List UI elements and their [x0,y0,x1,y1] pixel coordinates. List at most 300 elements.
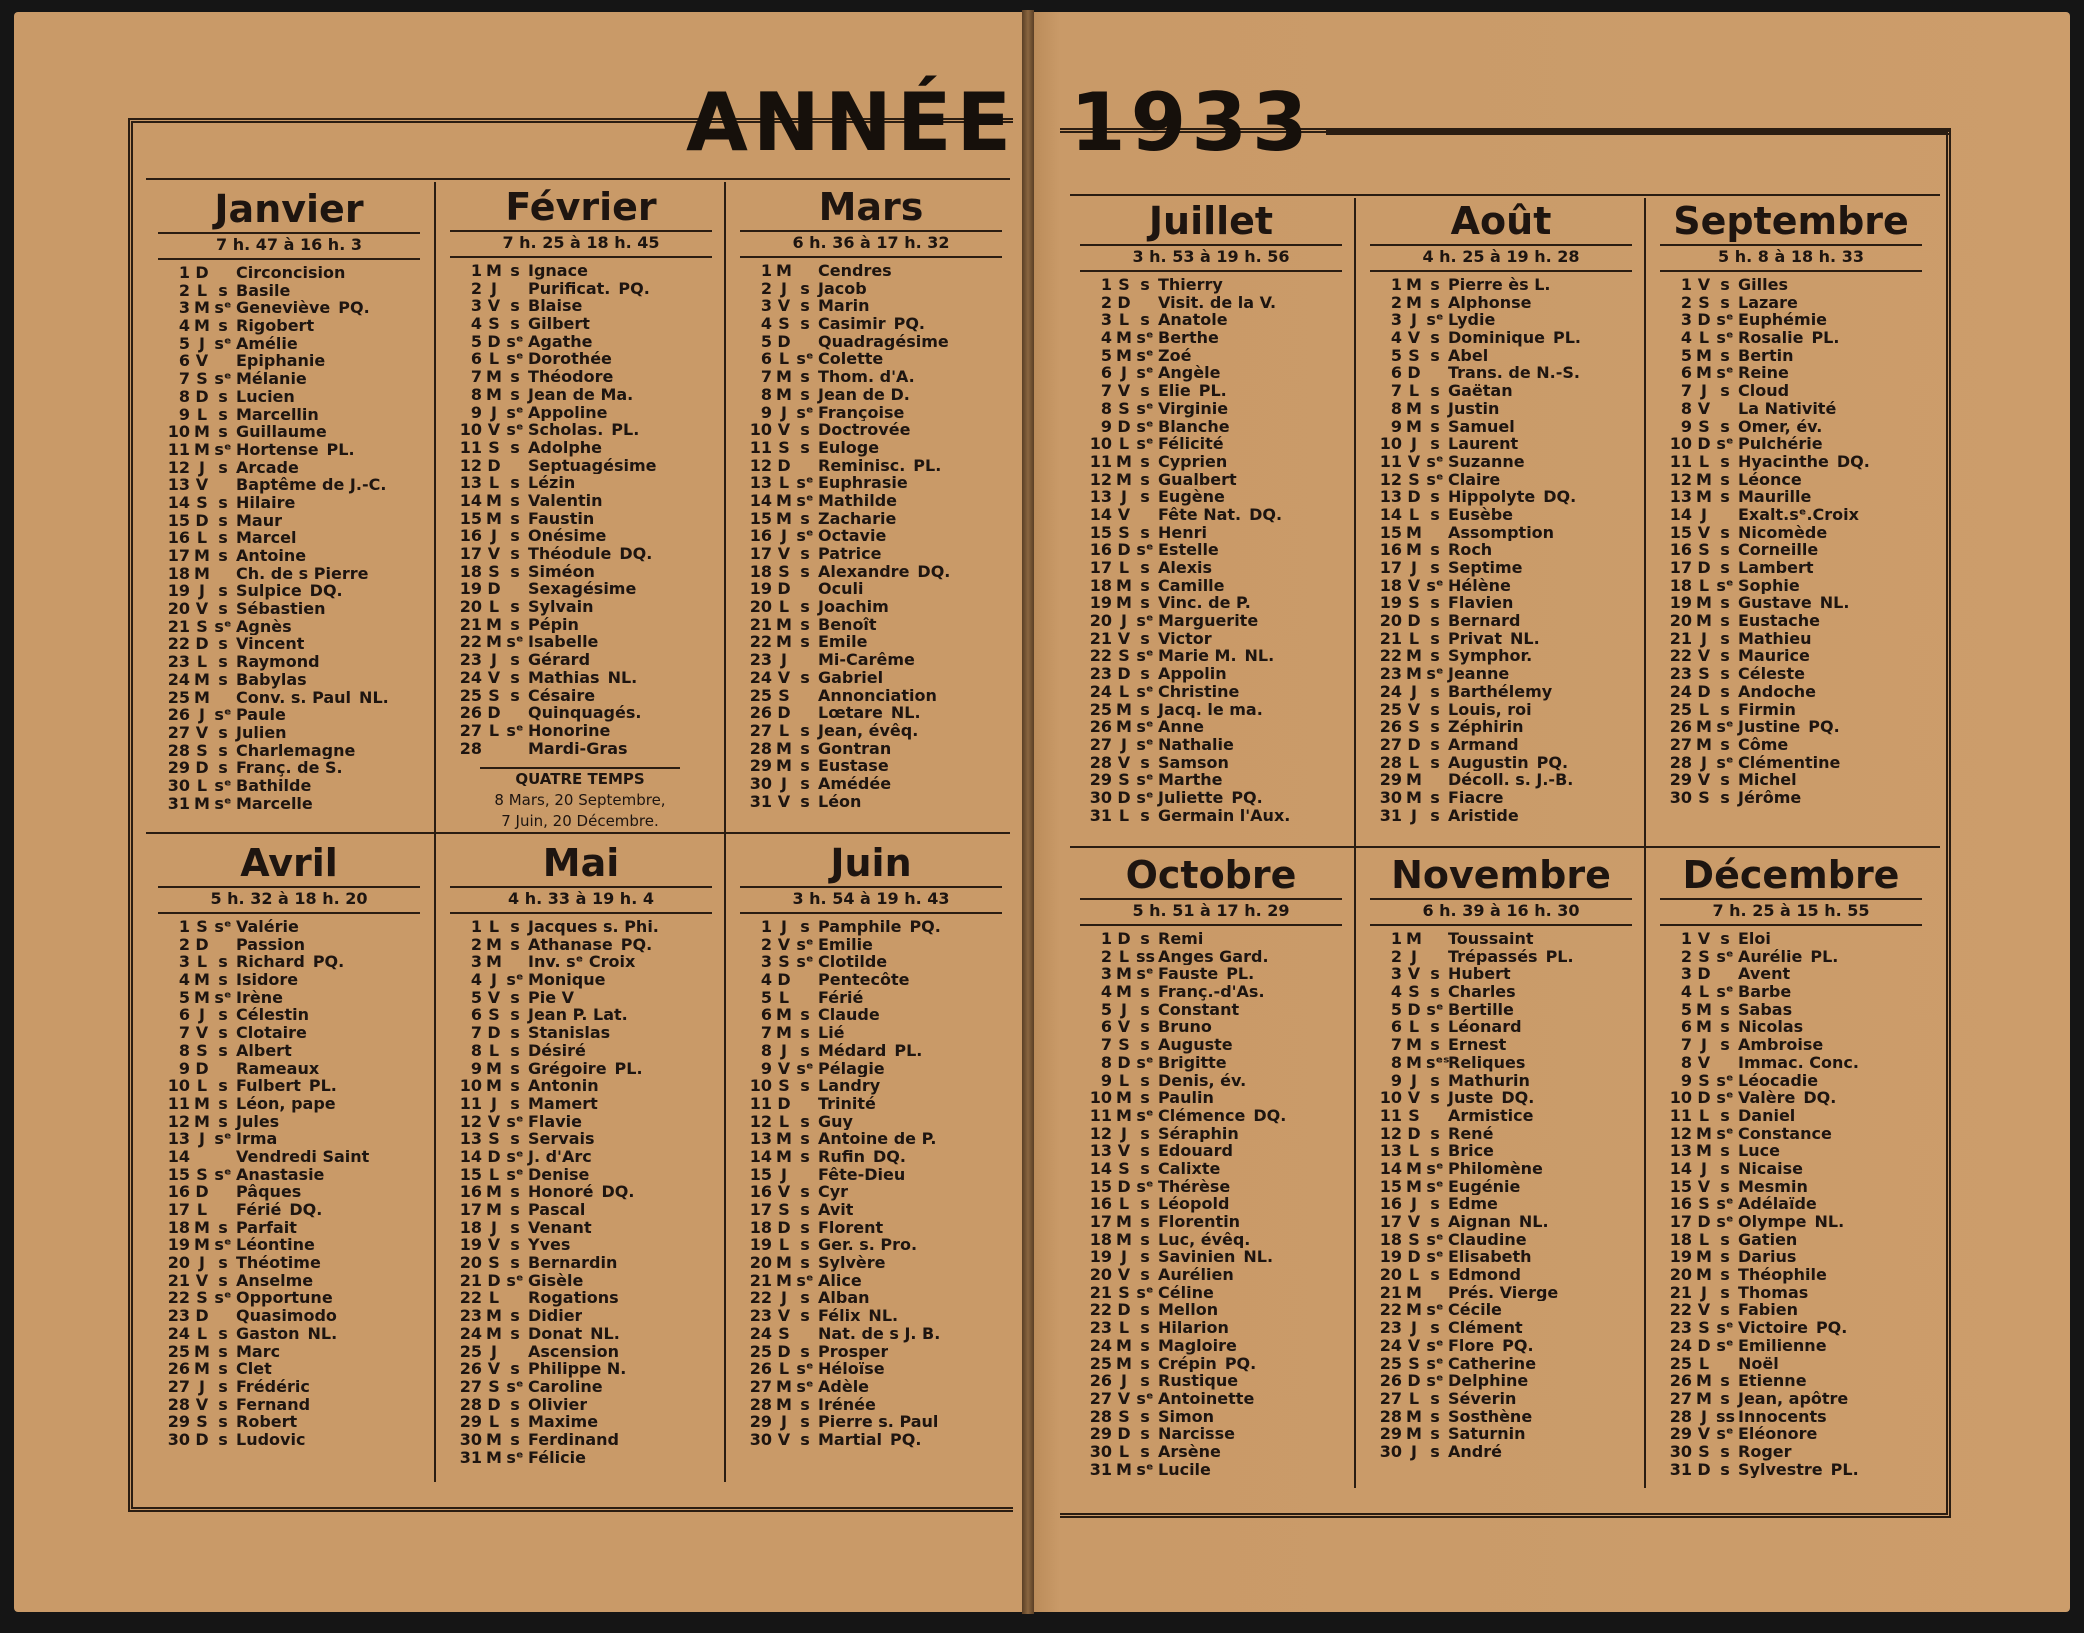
weekday-letter: L [196,280,208,300]
day-number: 23 [459,650,482,670]
saint-abbrev: s [800,720,810,740]
day-row [742,1254,1016,1272]
saint-name: Héloïse [818,1360,885,1378]
saint-abbrev: s [218,546,228,565]
day-row [160,1130,434,1148]
saint-name: Antoinette [1158,1389,1255,1408]
saint-abbrev: s [1140,699,1150,719]
day-number: 29 [459,1412,482,1432]
day-number: 3 [1390,310,1402,330]
saint-name: Didier [528,1307,583,1325]
sun-times: 6 h. 39 à 16 h. 30 [1370,898,1632,926]
saint-name: Arcade [236,458,299,477]
saint-name: Sosthène [1448,1407,1533,1426]
day-number: 1 [470,261,482,280]
day-row [1082,311,1356,329]
saint-name: Barthélemy [1448,682,1553,701]
saint-name: Servais [528,1130,595,1148]
saint-abbrev: s [1140,1371,1150,1391]
saint-abbrev: s [510,1394,520,1414]
saint-abbrev: sᵉ [1136,398,1154,418]
day-number: 1 [760,261,772,280]
saint-name: Alexis [1158,559,1213,577]
weekday-letter: J [1701,1282,1707,1302]
weekday-letter: M [776,632,792,652]
day-number: 3 [1680,964,1692,984]
weekday-letter: L [1118,946,1130,966]
saint-name: Prosper [818,1342,889,1361]
day-row [452,280,726,298]
day-number: 22 [167,634,190,654]
weekday-letter: V [1697,275,1711,294]
day-number: 10 [1089,1088,1112,1108]
weekday-letter: J [199,1376,205,1396]
saint-name: Reliques [1448,1053,1526,1072]
weekday-letter: S [196,616,208,636]
day-number: 18 [1379,575,1402,595]
weekday-letter: V [1407,1212,1421,1231]
saint-name: Omer, év. [1738,417,1823,436]
day-row [1372,965,1646,983]
weekday-letter: S [1118,398,1130,418]
moon-phase: NL. [868,1306,899,1326]
saint-abbrev: s [800,1005,810,1025]
day-number: 29 [167,758,190,778]
day-number: 19 [749,579,772,599]
saint-name: Sulpice [236,582,302,601]
saint-abbrev: s [1720,1282,1730,1302]
day-row [160,1060,434,1078]
weekday-letter: J [199,457,205,477]
day-number: 13 [749,1129,772,1149]
month-name: Janvier [214,187,364,231]
saint-abbrev: s [218,1005,228,1025]
day-number: 17 [1669,558,1692,577]
day-number: 4 [1390,328,1402,348]
weekday-letter: M [1696,1141,1712,1161]
day-row [160,441,434,459]
saint-name: Ernest [1448,1036,1507,1054]
day-row [742,1360,1016,1378]
saint-name: Franç.-d'As. [1158,983,1265,1001]
day-row [1082,1001,1356,1019]
weekday-letter: M [776,367,792,387]
saint-abbrev: s [218,1076,228,1096]
saint-name: Emilie [818,935,873,954]
day-row [742,722,1016,740]
saint-abbrev: s [218,1323,228,1343]
weekday-letter: M [486,508,502,528]
saint-name: Sexagésime [528,580,637,599]
weekday-letter: M [776,1394,792,1414]
saint-abbrev: s [1430,398,1440,418]
day-row [1372,948,1646,966]
day-number: 10 [749,1076,772,1096]
day-row [452,971,726,989]
saint-name: Narcisse [1158,1425,1235,1443]
day-row [1372,701,1646,719]
day-number: 23 [1379,664,1402,684]
day-row [1372,435,1646,453]
saint-name: Fulbert [236,1077,301,1095]
day-row [1372,541,1646,559]
month-juin [726,840,1016,1449]
sun-times: 5 h. 32 à 18 h. 20 [158,886,420,914]
day-number: 27 [1089,734,1112,754]
day-row [742,651,1016,669]
day-row [742,492,1016,510]
saint-abbrev: s [1430,434,1440,454]
month-name: Avril [240,841,338,885]
saint-abbrev [214,1307,232,1325]
day-number: 30 [167,1429,190,1449]
day-number: 1 [178,263,190,282]
weekday-letter: L [1408,504,1420,524]
saint-name: Grégoire [528,1059,607,1078]
day-number: 2 [760,934,772,954]
saint-name: Valérie [236,918,299,936]
weekday-letter: S [1408,469,1420,489]
day-number: 3 [1100,310,1112,330]
day-list [1066,276,1356,824]
day-number: 1 [178,917,190,936]
weekday-letter: S [778,1076,790,1096]
saint-name: Catherine [1448,1354,1537,1373]
saint-name: Toussaint [1448,930,1534,948]
day-row [160,1077,434,1095]
day-number: 29 [1379,1424,1402,1444]
day-row [452,510,726,528]
weekday-letter: M [194,970,210,990]
day-row [1082,948,1356,966]
saint-abbrev: sᵉ [506,1146,524,1166]
weekday-letter: S [1698,1070,1710,1090]
saint-abbrev [1716,1355,1734,1373]
day-row [160,1201,434,1219]
saint-abbrev: sᵉ [214,298,232,318]
saint-abbrev [214,264,232,282]
saint-name: Euloge [818,438,880,457]
weekday-letter: J [1121,611,1127,631]
day-row [452,687,726,705]
saint-name: Nicolas [1738,1018,1804,1037]
day-number: 24 [1089,681,1112,701]
day-row [742,404,1016,422]
saint-abbrev: sᵉ [1426,1300,1444,1320]
weekday-letter: M [1116,469,1132,489]
day-list [1646,276,1936,807]
saint-abbrev [1426,771,1444,789]
saint-abbrev: s [1430,1318,1440,1338]
saint-abbrev: s [1720,469,1730,489]
saint-abbrev: sᵉ [1426,999,1444,1019]
day-number: 6 [1680,363,1692,383]
day-number: 14 [459,490,482,510]
saint-name: Mathieu [1738,629,1812,648]
saint-abbrev: s [510,987,520,1007]
saint-name: Adolphe [528,438,603,457]
weekday-letter: S [1698,1441,1710,1461]
saint-abbrev: s [800,1341,810,1361]
saint-abbrev: s [1720,1300,1730,1320]
saint-abbrev: sᵉ [1716,434,1734,454]
weekday-letter: D [1697,964,1711,984]
saint-name: Baptême de J.-C. [236,476,387,494]
day-row [1372,524,1646,542]
weekday-letter: L [1408,1017,1420,1037]
day-row [452,740,726,758]
day-row [1082,771,1356,789]
saint-name: Assomption [1448,523,1555,542]
saint-name: Blanche [1158,417,1230,436]
weekday-letter: D [195,263,209,282]
saint-name: Henri [1158,523,1208,542]
day-number: 6 [470,349,482,369]
day-row [1082,1054,1356,1072]
day-row [1082,1248,1356,1266]
day-row [1082,541,1356,559]
saint-name: Magloire [1158,1336,1237,1355]
saint-name: La Nativité [1738,399,1837,418]
weekday-letter: S [1118,275,1130,294]
saint-abbrev: sᵉ [1136,1052,1154,1072]
saint-name: Armand [1448,735,1519,754]
day-number: 8 [1100,1052,1112,1072]
day-row [742,1307,1016,1325]
weekday-letter: V [1117,1265,1131,1285]
weekday-letter: J [1701,381,1707,401]
weekday-letter: S [488,561,500,581]
saint-abbrev: s [510,1235,520,1255]
day-row [452,563,726,581]
saint-abbrev: sᵉ [506,1376,524,1396]
saint-name: Trans. de N.-S. [1448,364,1580,383]
day-row [1082,594,1356,612]
weekday-letter: J [491,1341,497,1361]
saint-abbrev: s [218,1111,228,1131]
day-number: 20 [459,1253,482,1273]
saint-abbrev: s [1720,1141,1730,1161]
day-number: 14 [167,492,190,512]
saint-abbrev: s [510,526,520,546]
weekday-letter: M [1116,1459,1132,1479]
day-number: 2 [178,280,190,300]
weekday-letter: V [195,722,209,742]
saint-name: Césaire [528,686,596,705]
day-number: 8 [1390,398,1402,418]
day-row [1662,488,1936,506]
saint-name: Donat [528,1324,583,1343]
day-list [1646,930,1936,1478]
day-number: 1 [1680,275,1692,294]
grid-rule-top-right [1070,194,1940,196]
moon-phase: PL. [1545,946,1574,966]
day-number: 21 [749,614,772,634]
saint-abbrev: sᵉ [1426,1371,1444,1391]
saint-name: Eloi [1738,930,1771,948]
weekday-letter: S [196,917,208,936]
weekday-letter: M [1696,469,1712,489]
saint-name: Darius [1738,1248,1797,1267]
weekday-letter: L [1698,328,1710,348]
weekday-letter: M [1406,929,1422,948]
weekday-letter: L [778,1359,790,1379]
moon-phase: DQ. [1253,1105,1287,1125]
saint-abbrev: s [1430,328,1440,348]
saint-name: Jean de D. [818,385,910,404]
saint-abbrev: s [1140,1406,1150,1426]
saint-name: Luce [1738,1142,1780,1160]
saint-abbrev: s [218,457,228,477]
saint-abbrev: sᵉ [1136,770,1154,790]
day-row [452,1325,726,1343]
day-number: 2 [178,934,190,954]
saint-abbrev [506,953,524,971]
saint-name: Mathias [528,668,600,687]
day-number: 26 [459,703,482,723]
saint-name: Charlemagne [236,741,356,760]
saint-abbrev: s [800,296,810,316]
saint-name: Justin [1448,399,1500,418]
day-row [1372,1001,1646,1019]
day-number: 31 [1379,805,1402,825]
day-number: 7 [760,367,772,387]
saint-name: Louis, roi [1448,700,1532,719]
day-number: 11 [749,1093,772,1113]
weekday-letter: J [491,278,497,298]
day-row [160,953,434,971]
saint-name: Landry [818,1077,881,1095]
saint-name: Mi-Carême [818,651,915,669]
weekday-letter: J [1411,434,1417,454]
weekday-letter: M [194,669,210,689]
day-number: 27 [1669,734,1692,754]
moon-phase: PL. [913,455,942,475]
saint-abbrev: s [1430,1088,1440,1108]
weekday-letter: M [194,298,210,318]
saint-abbrev: sᵉ [506,720,524,740]
saint-name: Richard [236,953,305,972]
saint-abbrev: s [510,1412,520,1432]
day-number: 4 [1680,328,1692,348]
day-number: 3 [178,298,190,318]
day-number: 10 [1669,1088,1692,1108]
day-number: 19 [1669,1247,1692,1267]
weekday-letter: D [777,455,791,475]
day-number: 19 [749,1235,772,1255]
day-row [1372,1301,1646,1319]
weekday-letter: M [776,756,792,776]
weekday-letter: S [488,1376,500,1396]
day-number: 1 [1390,275,1402,294]
saint-abbrev: s [800,544,810,563]
saint-abbrev: s [1140,487,1150,507]
day-number: 1 [1390,929,1402,948]
saint-name: Mélanie [236,370,307,388]
day-row [1082,435,1356,453]
day-row [742,1113,1016,1131]
saint-abbrev: s [1720,345,1730,365]
saint-abbrev: sᵉ [1136,681,1154,701]
weekday-letter: D [1697,1212,1711,1231]
weekday-letter: L [488,473,500,493]
saint-name: Scholas. [528,421,604,439]
weekday-letter: S [1408,1105,1420,1125]
day-number: 12 [1379,1123,1402,1143]
moon-phase: DQ. [1501,1088,1535,1108]
saint-name: Sébastien [236,600,326,618]
saint-abbrev: s [1430,681,1440,701]
day-number: 3 [760,952,772,972]
weekday-letter: M [486,1323,502,1343]
day-row [1372,1408,1646,1426]
weekday-letter: L [778,1235,790,1255]
day-number: 26 [1379,717,1402,737]
saint-name: Circoncision [236,264,346,282]
saint-name: Antoine de P. [818,1130,937,1148]
day-row [160,971,434,989]
saint-name: Constance [1738,1124,1832,1143]
saint-abbrev: sᵉ [796,473,814,493]
moon-phase: DQ. [1543,487,1577,507]
weekday-letter: J [1121,363,1127,383]
weekday-letter: V [487,1235,501,1255]
day-number: 7 [178,1023,190,1043]
saint-abbrev [214,476,232,494]
saint-abbrev: sᵉ [1136,646,1154,666]
weekday-letter: J [1411,1070,1417,1090]
saint-name: Fête-Dieu [818,1165,906,1184]
day-row [1372,1195,1646,1213]
day-row [160,1095,434,1113]
saint-name: Monique [528,971,606,989]
saint-abbrev: sᵉ [796,1376,814,1396]
saint-abbrev [506,280,524,298]
weekday-letter: S [488,1005,500,1025]
day-row [1372,559,1646,577]
saint-name: Clémence [1158,1106,1246,1125]
day-number: 26 [167,1359,190,1379]
saint-name: Léopold [1158,1195,1230,1213]
day-row [160,529,434,547]
day-number: 9 [760,402,772,422]
weekday-letter: D [1117,416,1131,436]
day-row [742,1060,1016,1078]
day-row [160,742,434,760]
day-row [452,1343,726,1361]
day-number: 31 [1669,1459,1692,1479]
day-number: 9 [470,1058,482,1078]
weekday-letter: D [1407,999,1421,1019]
saint-abbrev: sᵉ [214,369,232,389]
weekday-letter: V [777,791,791,811]
weekday-letter: M [486,261,502,280]
saint-abbrev: s [1720,451,1730,471]
saint-name: Maur [236,511,282,530]
moon-phase: DQ. [1836,451,1870,471]
day-number: 30 [1379,787,1402,807]
weekday-letter: D [1117,1176,1131,1196]
weekday-letter: D [487,1270,501,1290]
weekday-letter: J [1411,1318,1417,1338]
saint-name: Gisèle [528,1271,584,1290]
moon-phase: PQ. [312,952,345,972]
saint-name: Crépin [1158,1354,1217,1373]
weekday-letter: M [486,1182,502,1202]
day-number: 15 [459,508,482,528]
saint-name: Berthe [1158,329,1219,347]
day-row [160,1148,434,1166]
